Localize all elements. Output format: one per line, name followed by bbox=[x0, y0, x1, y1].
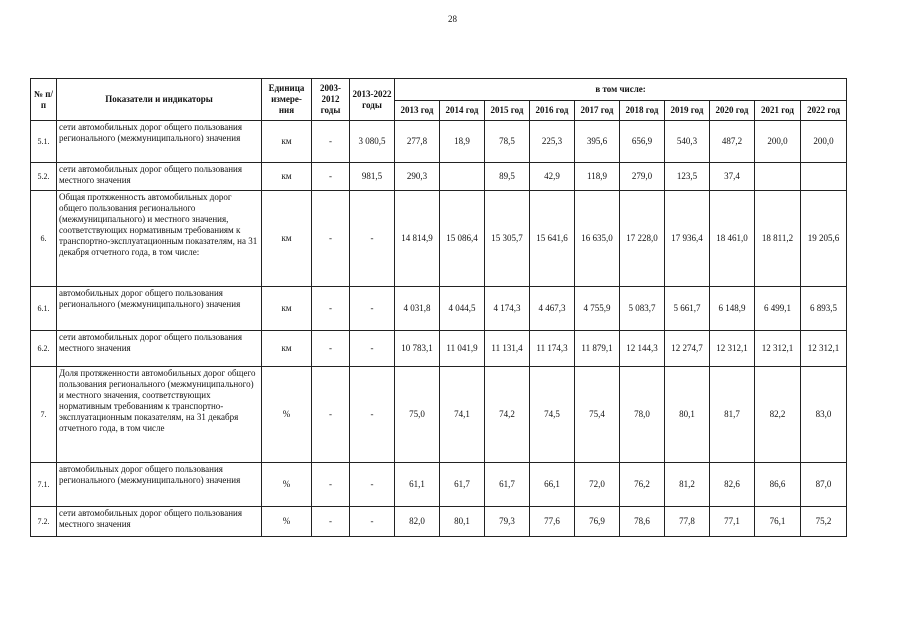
unit-cell: км bbox=[262, 121, 312, 163]
year-value-cell: 200,0 bbox=[755, 121, 801, 163]
indicator-name: сети автомобильных дорог общего пользования местного значения bbox=[57, 163, 262, 191]
row-number: 7. bbox=[31, 367, 57, 463]
year-value-cell: 79,3 bbox=[485, 507, 530, 537]
year-value-cell: 118,9 bbox=[575, 163, 620, 191]
year-value-cell: 87,0 bbox=[801, 463, 847, 507]
year-value-cell: 12 144,3 bbox=[620, 331, 665, 367]
row-number: 7.2. bbox=[31, 507, 57, 537]
year-value-cell: 277,8 bbox=[395, 121, 440, 163]
header-including: в том числе: bbox=[395, 79, 847, 101]
table-row bbox=[31, 287, 847, 331]
year-value-cell: 11 131,4 bbox=[485, 331, 530, 367]
table-row bbox=[31, 163, 847, 191]
table-row bbox=[31, 331, 847, 367]
year-value-cell: 61,7 bbox=[440, 463, 485, 507]
period-2003-2012-cell: - bbox=[312, 367, 350, 463]
page-number: 28 bbox=[448, 14, 457, 24]
indicator-name: сети автомобильных дорог общего пользования регионального (межмуниципального) значения bbox=[57, 121, 262, 163]
period-2013-2022-cell: - bbox=[350, 287, 395, 331]
year-value-cell: 76,9 bbox=[575, 507, 620, 537]
row-number: 6.2. bbox=[31, 331, 57, 367]
year-value-cell: 82,2 bbox=[755, 367, 801, 463]
year-value-cell: 61,1 bbox=[395, 463, 440, 507]
unit-cell: км bbox=[262, 191, 312, 287]
year-value-cell bbox=[801, 163, 847, 191]
year-value-cell: 15 641,6 bbox=[530, 191, 575, 287]
row-number: 7.1. bbox=[31, 463, 57, 507]
period-2003-2012-cell: - bbox=[312, 463, 350, 507]
year-value-cell: 89,5 bbox=[485, 163, 530, 191]
year-value-cell: 86,6 bbox=[755, 463, 801, 507]
unit-cell: км bbox=[262, 331, 312, 367]
period-2003-2012-cell: - bbox=[312, 507, 350, 537]
period-2013-2022-cell: - bbox=[350, 367, 395, 463]
indicator-name: Доля протяженности автомобильных дорог общего пользования регионального (межмуниципального) и местного значения, соответствующих нормативным требованиям к транспортно-эксплуатационным показателям, на 31 декабря отчетного года, в том числе bbox=[57, 367, 262, 463]
year-value-cell: 82,6 bbox=[710, 463, 755, 507]
year-value-cell: 81,2 bbox=[665, 463, 710, 507]
year-value-cell: 279,0 bbox=[620, 163, 665, 191]
table-row bbox=[31, 463, 847, 507]
indicator-name: Общая протяженность автомобильных дорог общего пользования регионального (межмуниципального) и местного значения, соответствующих нормативным требованиям к транспортно-эксплуатационным показателям, на 31 декабря отчетного года, в том числе: bbox=[57, 191, 262, 287]
year-value-cell: 4 174,3 bbox=[485, 287, 530, 331]
year-value-cell: 74,5 bbox=[530, 367, 575, 463]
year-value-cell: 75,2 bbox=[801, 507, 847, 537]
header-year: 2015 год bbox=[485, 101, 530, 121]
year-value-cell: 6 893,5 bbox=[801, 287, 847, 331]
header-unit: Единица измере-ния bbox=[262, 79, 312, 121]
year-value-cell: 61,7 bbox=[485, 463, 530, 507]
year-value-cell: 74,1 bbox=[440, 367, 485, 463]
year-value-cell: 5 661,7 bbox=[665, 287, 710, 331]
year-value-cell: 12 274,7 bbox=[665, 331, 710, 367]
year-value-cell: 82,0 bbox=[395, 507, 440, 537]
year-value-cell: 80,1 bbox=[440, 507, 485, 537]
indicator-name: автомобильных дорог общего пользования регионального (межмуниципального) значения bbox=[57, 287, 262, 331]
period-2003-2012-cell: - bbox=[312, 163, 350, 191]
year-value-cell: 11 879,1 bbox=[575, 331, 620, 367]
year-value-cell: 540,3 bbox=[665, 121, 710, 163]
year-value-cell: 78,0 bbox=[620, 367, 665, 463]
year-value-cell: 15 305,7 bbox=[485, 191, 530, 287]
year-value-cell: 15 086,4 bbox=[440, 191, 485, 287]
indicators-table bbox=[30, 78, 847, 537]
header-year: 2014 год bbox=[440, 101, 485, 121]
year-value-cell: 75,0 bbox=[395, 367, 440, 463]
table-row bbox=[31, 367, 847, 463]
year-value-cell: 11 041,9 bbox=[440, 331, 485, 367]
year-value-cell: 17 228,0 bbox=[620, 191, 665, 287]
unit-cell: % bbox=[262, 507, 312, 537]
year-value-cell: 17 936,4 bbox=[665, 191, 710, 287]
table-row bbox=[31, 507, 847, 537]
year-value-cell: 12 312,1 bbox=[801, 331, 847, 367]
year-value-cell: 225,3 bbox=[530, 121, 575, 163]
year-value-cell: 18,9 bbox=[440, 121, 485, 163]
unit-cell: % bbox=[262, 367, 312, 463]
period-2003-2012-cell: - bbox=[312, 191, 350, 287]
year-value-cell: 4 031,8 bbox=[395, 287, 440, 331]
table-row bbox=[31, 191, 847, 287]
year-value-cell: 37,4 bbox=[710, 163, 755, 191]
year-value-cell: 81,7 bbox=[710, 367, 755, 463]
period-2003-2012-cell: - bbox=[312, 331, 350, 367]
year-value-cell: 14 814,9 bbox=[395, 191, 440, 287]
header-year: 2016 год bbox=[530, 101, 575, 121]
header-year: 2020 год bbox=[710, 101, 755, 121]
year-value-cell: 12 312,1 bbox=[755, 331, 801, 367]
year-value-cell bbox=[755, 163, 801, 191]
year-value-cell: 123,5 bbox=[665, 163, 710, 191]
year-value-cell: 5 083,7 bbox=[620, 287, 665, 331]
year-value-cell: 74,2 bbox=[485, 367, 530, 463]
year-value-cell: 19 205,6 bbox=[801, 191, 847, 287]
year-value-cell: 11 174,3 bbox=[530, 331, 575, 367]
year-value-cell: 78,6 bbox=[620, 507, 665, 537]
header-year: 2022 год bbox=[801, 101, 847, 121]
period-2003-2012-cell: - bbox=[312, 287, 350, 331]
header-2003-2012: 2003-2012 годы bbox=[312, 79, 350, 121]
indicator-name: сети автомобильных дорог общего пользования местного значения bbox=[57, 507, 262, 537]
year-value-cell: 656,9 bbox=[620, 121, 665, 163]
year-value-cell: 72,0 bbox=[575, 463, 620, 507]
year-value-cell: 66,1 bbox=[530, 463, 575, 507]
year-value-cell: 200,0 bbox=[801, 121, 847, 163]
row-number: 5.1. bbox=[31, 121, 57, 163]
row-number: 6. bbox=[31, 191, 57, 287]
header-year: 2018 год bbox=[620, 101, 665, 121]
year-value-cell: 80,1 bbox=[665, 367, 710, 463]
row-number: 5.2. bbox=[31, 163, 57, 191]
year-value-cell: 18 461,0 bbox=[710, 191, 755, 287]
year-value-cell: 83,0 bbox=[801, 367, 847, 463]
year-value-cell: 6 148,9 bbox=[710, 287, 755, 331]
year-value-cell: 42,9 bbox=[530, 163, 575, 191]
year-value-cell: 12 312,1 bbox=[710, 331, 755, 367]
unit-cell: % bbox=[262, 463, 312, 507]
unit-cell: км bbox=[262, 163, 312, 191]
period-2013-2022-cell: 3 080,5 bbox=[350, 121, 395, 163]
table-row bbox=[31, 121, 847, 163]
year-value-cell: 78,5 bbox=[485, 121, 530, 163]
row-number: 6.1. bbox=[31, 287, 57, 331]
header-year: 2017 год bbox=[575, 101, 620, 121]
header-year: 2021 год bbox=[755, 101, 801, 121]
year-value-cell: 4 044,5 bbox=[440, 287, 485, 331]
year-value-cell: 487,2 bbox=[710, 121, 755, 163]
period-2013-2022-cell: - bbox=[350, 463, 395, 507]
header-year: 2013 год bbox=[395, 101, 440, 121]
period-2013-2022-cell: 981,5 bbox=[350, 163, 395, 191]
year-value-cell: 77,1 bbox=[710, 507, 755, 537]
header-2013-2022: 2013-2022 годы bbox=[350, 79, 395, 121]
year-value-cell: 6 499,1 bbox=[755, 287, 801, 331]
year-value-cell: 77,8 bbox=[665, 507, 710, 537]
year-value-cell: 4 467,3 bbox=[530, 287, 575, 331]
year-value-cell: 76,1 bbox=[755, 507, 801, 537]
header-year: 2019 год bbox=[665, 101, 710, 121]
header-no: № п/п bbox=[31, 79, 57, 121]
year-value-cell: 76,2 bbox=[620, 463, 665, 507]
year-value-cell: 10 783,1 bbox=[395, 331, 440, 367]
year-value-cell bbox=[440, 163, 485, 191]
indicator-name: автомобильных дорог общего пользования регионального (межмуниципального) значения bbox=[57, 463, 262, 507]
indicator-name: сети автомобильных дорог общего пользования местного значения bbox=[57, 331, 262, 367]
header-indicator: Показатели и индикаторы bbox=[57, 79, 262, 121]
year-value-cell: 18 811,2 bbox=[755, 191, 801, 287]
year-value-cell: 16 635,0 bbox=[575, 191, 620, 287]
year-value-cell: 290,3 bbox=[395, 163, 440, 191]
year-value-cell: 395,6 bbox=[575, 121, 620, 163]
year-value-cell: 75,4 bbox=[575, 367, 620, 463]
period-2013-2022-cell: - bbox=[350, 331, 395, 367]
unit-cell: км bbox=[262, 287, 312, 331]
period-2013-2022-cell: - bbox=[350, 191, 395, 287]
year-value-cell: 4 755,9 bbox=[575, 287, 620, 331]
period-2003-2012-cell: - bbox=[312, 121, 350, 163]
period-2013-2022-cell: - bbox=[350, 507, 395, 537]
year-value-cell: 77,6 bbox=[530, 507, 575, 537]
